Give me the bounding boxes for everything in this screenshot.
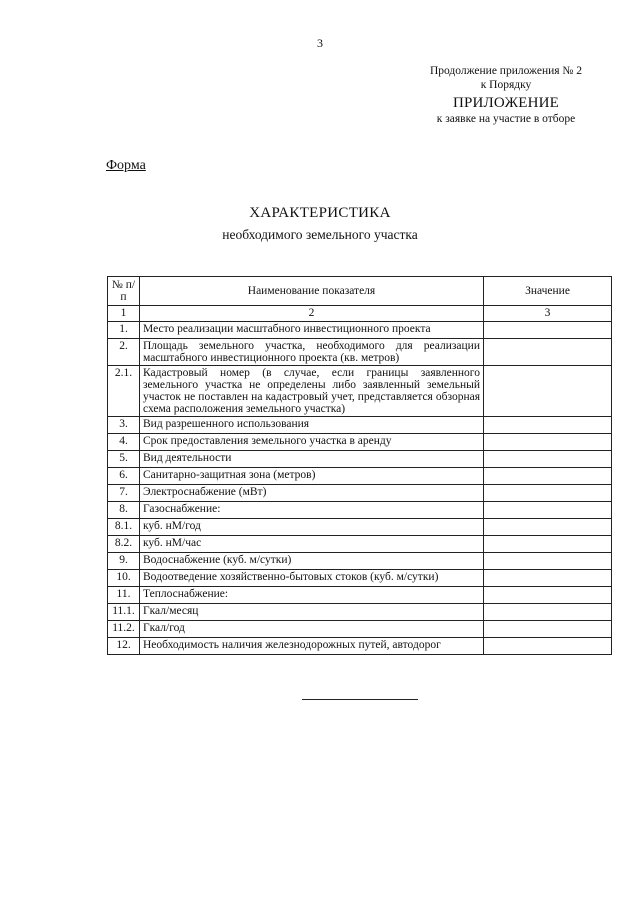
table-row <box>108 553 612 570</box>
appendix-to-application: к заявке на участие в отборе <box>436 113 576 125</box>
table-row <box>108 587 612 604</box>
row-value <box>484 502 612 519</box>
row-indicator-name: Вид разрешенного использования <box>140 417 484 434</box>
table-row <box>108 536 612 553</box>
document-title: ХАРАКТЕРИСТИКА <box>249 205 391 221</box>
table-row <box>108 638 612 655</box>
table-row <box>108 451 612 468</box>
row-number: 11.1. <box>108 604 140 621</box>
table-row <box>108 604 612 621</box>
appendix-heading: ПРИЛОЖЕНИЕ <box>452 95 560 111</box>
table-row <box>108 519 612 536</box>
table-row <box>108 366 612 417</box>
table-header-row <box>108 277 612 306</box>
row-number: 8.1. <box>108 519 140 536</box>
table-row <box>108 621 612 638</box>
row-value <box>484 519 612 536</box>
header-indicator-name: Наименование показателя <box>140 277 484 306</box>
index-cell: 2 <box>140 306 484 322</box>
table-row <box>108 322 612 339</box>
row-value <box>484 604 612 621</box>
row-number: 3. <box>108 417 140 434</box>
row-value <box>484 339 612 366</box>
row-indicator-name: Вид деятельности <box>140 451 484 468</box>
row-value <box>484 638 612 655</box>
row-value <box>484 536 612 553</box>
header-number: № п/п <box>108 277 140 306</box>
row-indicator-name: Водоотведение хозяйственно-бытовых стоков (куб. м/сутки) <box>140 570 484 587</box>
row-value <box>484 434 612 451</box>
table-index-row <box>108 306 612 322</box>
row-value <box>484 451 612 468</box>
table-body <box>108 322 612 655</box>
row-number: 11. <box>108 587 140 604</box>
row-value <box>484 570 612 587</box>
row-indicator-name: Теплоснабжение: <box>140 587 484 604</box>
page-number: 3 <box>317 36 323 50</box>
row-number: 8.2. <box>108 536 140 553</box>
row-number: 7. <box>108 485 140 502</box>
row-value <box>484 417 612 434</box>
row-number: 2. <box>108 339 140 366</box>
row-indicator-name: Гкал/год <box>140 621 484 638</box>
row-number: 1. <box>108 322 140 339</box>
form-label: Форма <box>106 158 146 173</box>
row-value <box>484 621 612 638</box>
row-indicator-name: Электроснабжение (мВт) <box>140 485 484 502</box>
table-row <box>108 485 612 502</box>
row-indicator-name: Кадастровый номер (в случае, если границы заявленного земельного участка не определены либо заявленный земельный участок не поставлен на кадастровый учет, представляется обзорная схема расположения земельного участка) <box>140 366 484 417</box>
row-value <box>484 553 612 570</box>
row-number: 6. <box>108 468 140 485</box>
row-indicator-name: куб. нМ/час <box>140 536 484 553</box>
row-indicator-name: Место реализации масштабного инвестиционного проекта <box>140 322 484 339</box>
index-cell: 1 <box>108 306 140 322</box>
header-value: Значение <box>484 277 612 306</box>
row-indicator-name: Санитарно-защитная зона (метров) <box>140 468 484 485</box>
appendix-continuation: Продолжение приложения № 2 <box>429 65 583 77</box>
row-value <box>484 485 612 502</box>
row-number: 8. <box>108 502 140 519</box>
characteristics-table <box>107 276 612 655</box>
appendix-block <box>390 64 622 126</box>
row-number: 4. <box>108 434 140 451</box>
table-row <box>108 417 612 434</box>
table-row <box>108 502 612 519</box>
row-indicator-name: Площадь земельного участка, необходимого для реализации масштабного инвестиционного проекта (кв. метров) <box>140 339 484 366</box>
row-number: 2.1. <box>108 366 140 417</box>
table-row <box>108 434 612 451</box>
row-indicator-name: Газоснабжение: <box>140 502 484 519</box>
row-value <box>484 322 612 339</box>
row-indicator-name: Срок предоставления земельного участка в аренду <box>140 434 484 451</box>
row-indicator-name: Необходимость наличия железнодорожных путей, автодорог <box>140 638 484 655</box>
appendix-to-order: к Порядку <box>480 79 532 91</box>
row-value <box>484 468 612 485</box>
row-indicator-name: Водоснабжение (куб. м/сутки) <box>140 553 484 570</box>
row-indicator-name: куб. нМ/год <box>140 519 484 536</box>
table-row <box>108 468 612 485</box>
row-value <box>484 366 612 417</box>
row-number: 5. <box>108 451 140 468</box>
signature-line <box>302 699 418 700</box>
row-number: 11.2. <box>108 621 140 638</box>
row-indicator-name: Гкал/месяц <box>140 604 484 621</box>
row-number: 9. <box>108 553 140 570</box>
row-number: 10. <box>108 570 140 587</box>
table-row <box>108 570 612 587</box>
table-row <box>108 339 612 366</box>
row-value <box>484 587 612 604</box>
document-subtitle: необходимого земельного участка <box>222 227 418 242</box>
index-cell: 3 <box>484 306 612 322</box>
row-number: 12. <box>108 638 140 655</box>
